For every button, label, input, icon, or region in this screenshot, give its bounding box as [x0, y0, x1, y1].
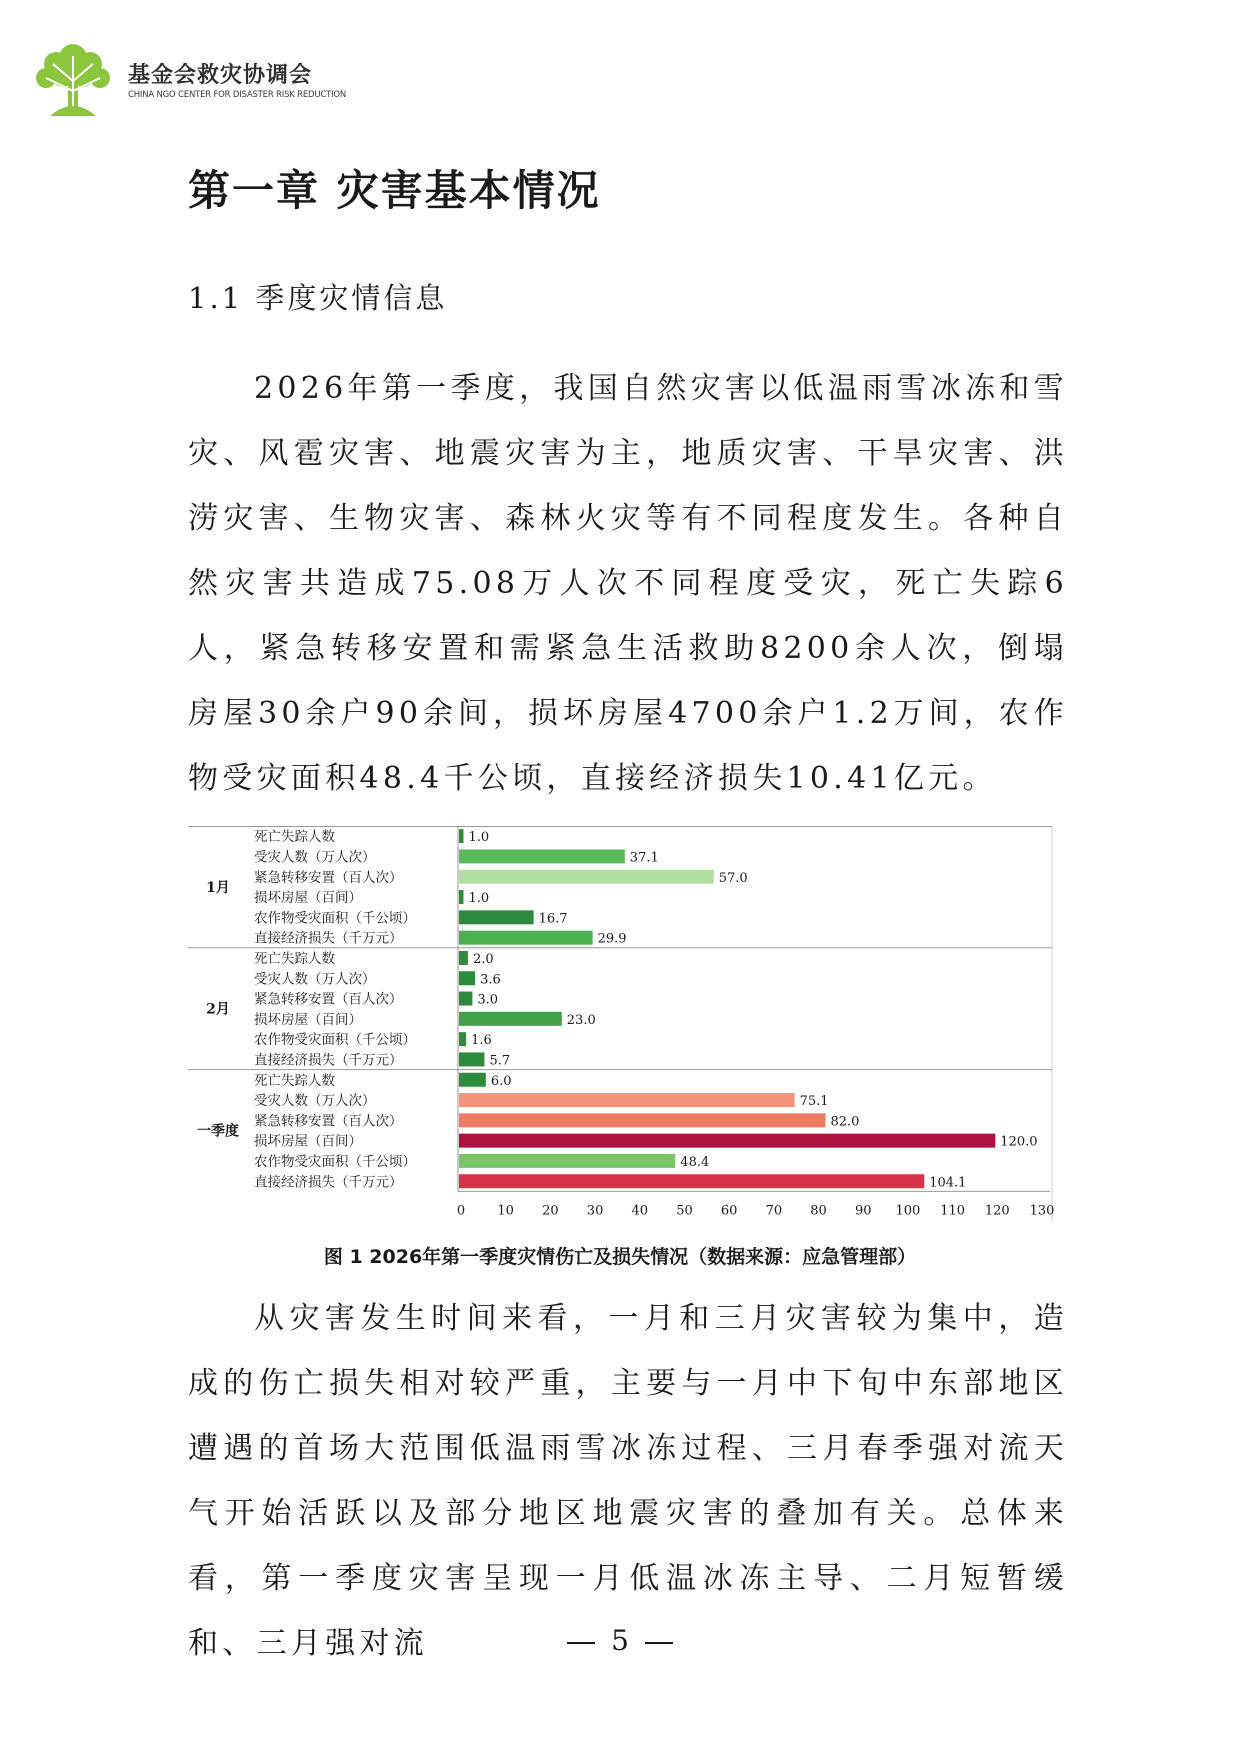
x-tick-label: 20	[542, 1203, 559, 1219]
category-label: 死亡失踪人数	[254, 950, 335, 967]
value-label: 37.1	[629, 850, 659, 866]
value-label: 82.0	[830, 1114, 860, 1130]
org-logo	[28, 36, 347, 126]
bar	[459, 1012, 562, 1026]
group-label: 1月	[206, 879, 230, 896]
x-tick-label: 10	[497, 1203, 514, 1219]
x-tick-label: 40	[631, 1203, 649, 1219]
section-title: 1.1 季度灾情信息	[188, 281, 448, 315]
value-label: 3.6	[480, 972, 501, 988]
category-label: 紧急转移安置（百人次）	[254, 991, 403, 1008]
category-label: 农作物受灾面积（千公顷）	[254, 1032, 416, 1049]
bar	[459, 910, 534, 924]
value-label: 5.7	[489, 1053, 511, 1069]
value-label: 57.0	[718, 870, 748, 886]
page-number-value: 5	[611, 1624, 629, 1657]
x-tick-label: 100	[895, 1203, 921, 1219]
x-tick-label: 90	[854, 1203, 872, 1219]
bar	[459, 1154, 675, 1168]
bar	[459, 1052, 484, 1066]
chapter-title: 第一章 灾害基本情况	[188, 166, 601, 215]
category-label: 农作物受灾面积（千公顷）	[254, 1153, 416, 1170]
category-label: 死亡失踪人数	[254, 1072, 335, 1089]
category-label: 死亡失踪人数	[254, 829, 335, 846]
tree-logo-icon	[28, 36, 118, 126]
bar	[459, 890, 463, 904]
bar	[459, 951, 468, 965]
category-label: 损坏房屋（百间）	[254, 1011, 362, 1028]
org-name-en: CHINA NGO CENTER FOR DISASTER RISK REDUCTION	[128, 90, 347, 100]
x-tick-label: 50	[676, 1203, 693, 1219]
category-label: 直接经济损失（千万元）	[254, 1174, 403, 1191]
group-label: 一季度	[197, 1123, 239, 1140]
page-number	[0, 1624, 1240, 1657]
x-tick-label: 70	[765, 1203, 783, 1219]
category-label: 损坏房屋（百间）	[254, 890, 362, 907]
bar	[459, 870, 714, 884]
value-label: 120.0	[1000, 1134, 1038, 1150]
paragraph-summary: 2026年第一季度，我国自然灾害以低温雨雪冰冻和雪灾、风雹灾害、地震灾害为主，地质灾害、干旱灾害、洪涝灾害、生物灾害、森林火灾等有不同程度发生。各种自然灾害共造成75.08万人次不同程度受灾，死亡失踪6人，紧急转移安置和需紧急生活救助8200余人次，倒塌房屋30余户90余间，损坏房屋4700余户1.2万间，农作物受灾面积48.4千公顷，直接经济损失10.41亿元。	[188, 371, 1068, 796]
x-tick-label: 130	[1029, 1203, 1055, 1219]
bar	[459, 849, 625, 863]
value-label: 16.7	[538, 911, 568, 927]
value-label: 6.0	[490, 1073, 512, 1089]
category-label: 直接经济损失（千万元）	[254, 930, 403, 947]
x-tick-label: 60	[720, 1203, 738, 1219]
bar	[459, 1093, 795, 1107]
bar	[459, 971, 475, 985]
bar	[459, 992, 472, 1006]
bar	[459, 1134, 995, 1148]
x-tick-label: 80	[810, 1203, 827, 1219]
category-label: 直接经济损失（千万元）	[254, 1052, 403, 1069]
page-number-dash-left	[567, 1642, 595, 1644]
bar	[459, 931, 593, 945]
disaster-loss-bar-chart	[188, 826, 1060, 1226]
bar	[459, 829, 463, 843]
bar	[459, 1113, 825, 1127]
category-label: 受灾人数（万人次）	[254, 1093, 376, 1110]
page-number-dash-right	[645, 1642, 673, 1644]
figure-caption: 图 1 2026年第一季度灾情伤亡及损失情况（数据来源：应急管理部）	[323, 1246, 917, 1268]
x-tick-label: 30	[586, 1203, 604, 1219]
category-label: 损坏房屋（百间）	[254, 1133, 362, 1150]
category-label: 紧急转移安置（百人次）	[254, 1113, 403, 1130]
category-label: 紧急转移安置（百人次）	[254, 869, 403, 886]
category-label: 受灾人数（万人次）	[254, 849, 376, 866]
x-tick-label: 110	[940, 1203, 966, 1219]
value-label: 104.1	[929, 1175, 967, 1191]
bar	[459, 1174, 924, 1188]
org-name: 基金会救灾协调会	[128, 63, 313, 88]
bar	[459, 1073, 486, 1087]
x-tick-label: 0	[456, 1203, 466, 1219]
value-label: 1.6	[471, 1033, 492, 1049]
value-label: 23.0	[566, 1012, 596, 1028]
bar	[459, 1032, 466, 1046]
value-label: 29.9	[597, 931, 627, 947]
paragraph-analysis: 从灾害发生时间来看，一月和三月灾害较为集中，造成的伤亡损失相对较严重，主要与一月中下旬中东部地区遭遇的首场大范围低温雨雪冰冻过程、三月春季强对流天气开始活跃以及部分地区地震灾害的叠加有关。总体来看，第一季度灾害呈现一月低温冰冻主导、二月短暂缓和、三月强对流	[188, 1301, 1068, 1661]
value-label: 75.1	[799, 1094, 829, 1110]
group-label: 2月	[206, 1001, 230, 1018]
category-label: 受灾人数（万人次）	[254, 971, 376, 988]
value-label: 2.0	[472, 951, 494, 967]
value-label: 1.0	[468, 830, 490, 846]
value-label: 48.4	[680, 1154, 710, 1170]
value-label: 3.0	[477, 992, 499, 1008]
category-label: 农作物受灾面积（千公顷）	[254, 910, 416, 927]
x-tick-label: 120	[984, 1203, 1010, 1219]
value-label: 1.0	[468, 891, 490, 907]
